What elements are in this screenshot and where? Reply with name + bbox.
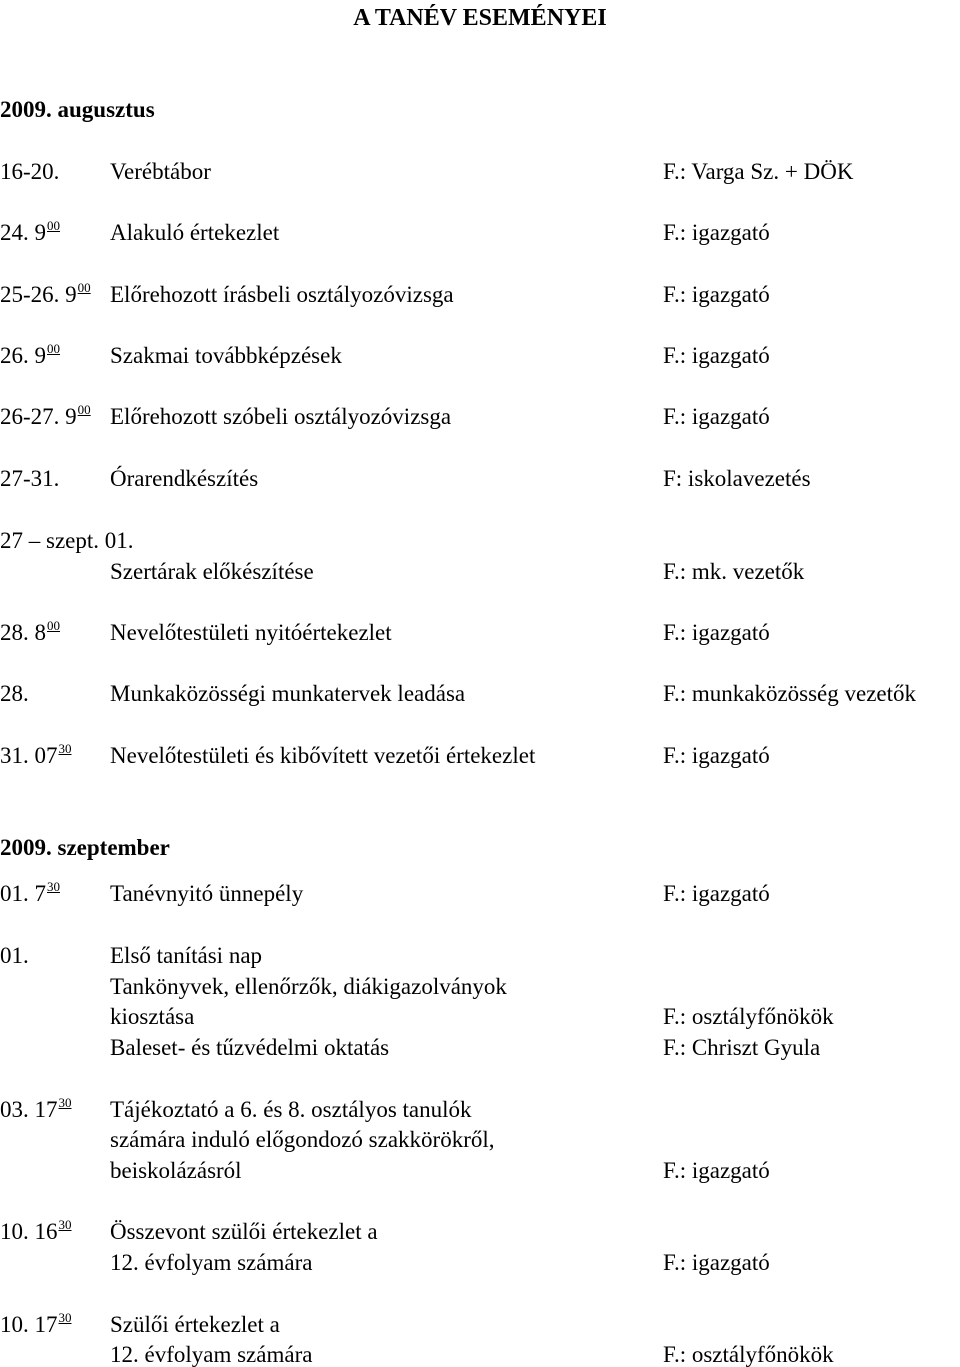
event-date-text: 25-26. 9: [0, 282, 77, 307]
event-date: 16-20.: [0, 159, 60, 184]
event-time-superscript: 30: [58, 1310, 72, 1325]
event-title: Nevelőtestületi nyitóértekezlet: [110, 620, 392, 645]
event-date-text: 01. 7: [0, 881, 46, 906]
event-responsible: F.: munkaközösség vezetők: [663, 681, 917, 706]
event-title-line: 12. évfolyam számára: [110, 1342, 313, 1367]
event-date: [0, 1217, 72, 1244]
event-time-superscript: 30: [47, 879, 60, 894]
event-title: Órarendkészítés: [110, 466, 259, 491]
event-title: Nevelőtestületi és kibővített vezetői értekezlet: [110, 743, 536, 768]
event-responsible: F.: osztályfőnökök: [663, 1342, 834, 1367]
event-date: [0, 402, 91, 429]
event-title-line: Tankönyvek, ellenőrzők, diákigazolványok: [110, 974, 507, 999]
event-date: [0, 879, 60, 906]
event-responsible: F.: Chriszt Gyula: [663, 1035, 821, 1060]
event-title: Szertárak előkészítése: [110, 559, 314, 584]
event-responsible: F.: Varga Sz. + DÖK: [663, 159, 854, 184]
event-time-superscript: 00: [77, 280, 91, 295]
event-date: [0, 341, 60, 368]
event-title: Verébtábor: [110, 159, 211, 184]
event-title-line: 12. évfolyam számára: [110, 1250, 313, 1275]
event-date-text: 10. 17: [0, 1312, 58, 1337]
event-title: Előrehozott írásbeli osztályozóvizsga: [110, 282, 454, 307]
event-date-text: 03. 17: [0, 1097, 58, 1122]
section-heading-august: 2009. augusztus: [0, 97, 155, 122]
event-responsible: F.: igazgató: [663, 282, 770, 307]
event-responsible: F.: igazgató: [663, 220, 770, 245]
event-date: [0, 741, 72, 768]
page-title: A TANÉV ESEMÉNYEI: [353, 5, 607, 31]
event-title: Szakmai továbbképzések: [110, 343, 342, 368]
event-responsible: F.: igazgató: [663, 343, 770, 368]
event-responsible: F.: igazgató: [663, 1158, 770, 1183]
event-time-superscript: 00: [47, 218, 60, 233]
event-date: [0, 280, 91, 307]
event-responsible: F.: igazgató: [663, 1250, 770, 1275]
event-date-text: 24. 9: [0, 220, 46, 245]
event-title-line: beiskolázásról: [110, 1158, 242, 1183]
event-date: 01.: [0, 943, 29, 968]
event-title: Tanévnyitó ünnepély: [110, 881, 304, 906]
event-time-superscript: 30: [58, 741, 72, 756]
event-title-line: Első tanítási nap: [110, 943, 263, 968]
event-date: [0, 1095, 72, 1122]
event-title: Munkaközösségi munkatervek leadása: [110, 681, 466, 706]
event-date: [0, 618, 60, 645]
event-time-superscript: 30: [58, 1095, 72, 1110]
event-title-line: Baleset- és tűzvédelmi oktatás: [110, 1035, 390, 1060]
event-date-text: 10. 16: [0, 1219, 58, 1244]
event-title-line: Szülői értekezlet a: [110, 1312, 280, 1337]
event-date-text: 26. 9: [0, 343, 46, 368]
event-title-line: kiosztása: [110, 1004, 195, 1029]
event-date: [0, 1310, 72, 1337]
event-responsible: F.: igazgató: [663, 881, 770, 906]
event-responsible: F.: igazgató: [663, 404, 770, 429]
event-responsible: F: iskolavezetés: [663, 466, 811, 491]
event-responsible: F.: osztályfőnökök: [663, 1004, 834, 1029]
event-title: Előrehozott szóbeli osztályozóvizsga: [110, 404, 452, 429]
event-responsible: F.: igazgató: [663, 620, 770, 645]
event-time-superscript: 00: [47, 618, 60, 633]
event-title-line: Összevont szülői értekezlet a: [110, 1219, 378, 1244]
event-date-text: 31. 07: [0, 743, 58, 768]
event-time-superscript: 00: [77, 402, 91, 417]
section-heading-september: 2009. szeptember: [0, 835, 170, 860]
event-date-text: 26-27. 9: [0, 404, 77, 429]
event-date: 28.: [0, 681, 29, 706]
event-title-line: Tájékoztató a 6. és 8. osztályos tanulók: [110, 1097, 472, 1122]
event-date: 27 – szept. 01.: [0, 528, 134, 553]
event-time-superscript: 30: [58, 1217, 72, 1232]
event-date: 27-31.: [0, 466, 60, 491]
event-responsible: F.: mk. vezetők: [663, 559, 805, 584]
event-date-text: 28. 8: [0, 620, 46, 645]
event-time-superscript: 00: [47, 341, 60, 356]
event-title-line: számára induló előgondozó szakkörökről,: [110, 1127, 495, 1152]
event-title: Alakuló értekezlet: [110, 220, 280, 245]
event-date: [0, 218, 60, 245]
event-responsible: F.: igazgató: [663, 743, 770, 768]
